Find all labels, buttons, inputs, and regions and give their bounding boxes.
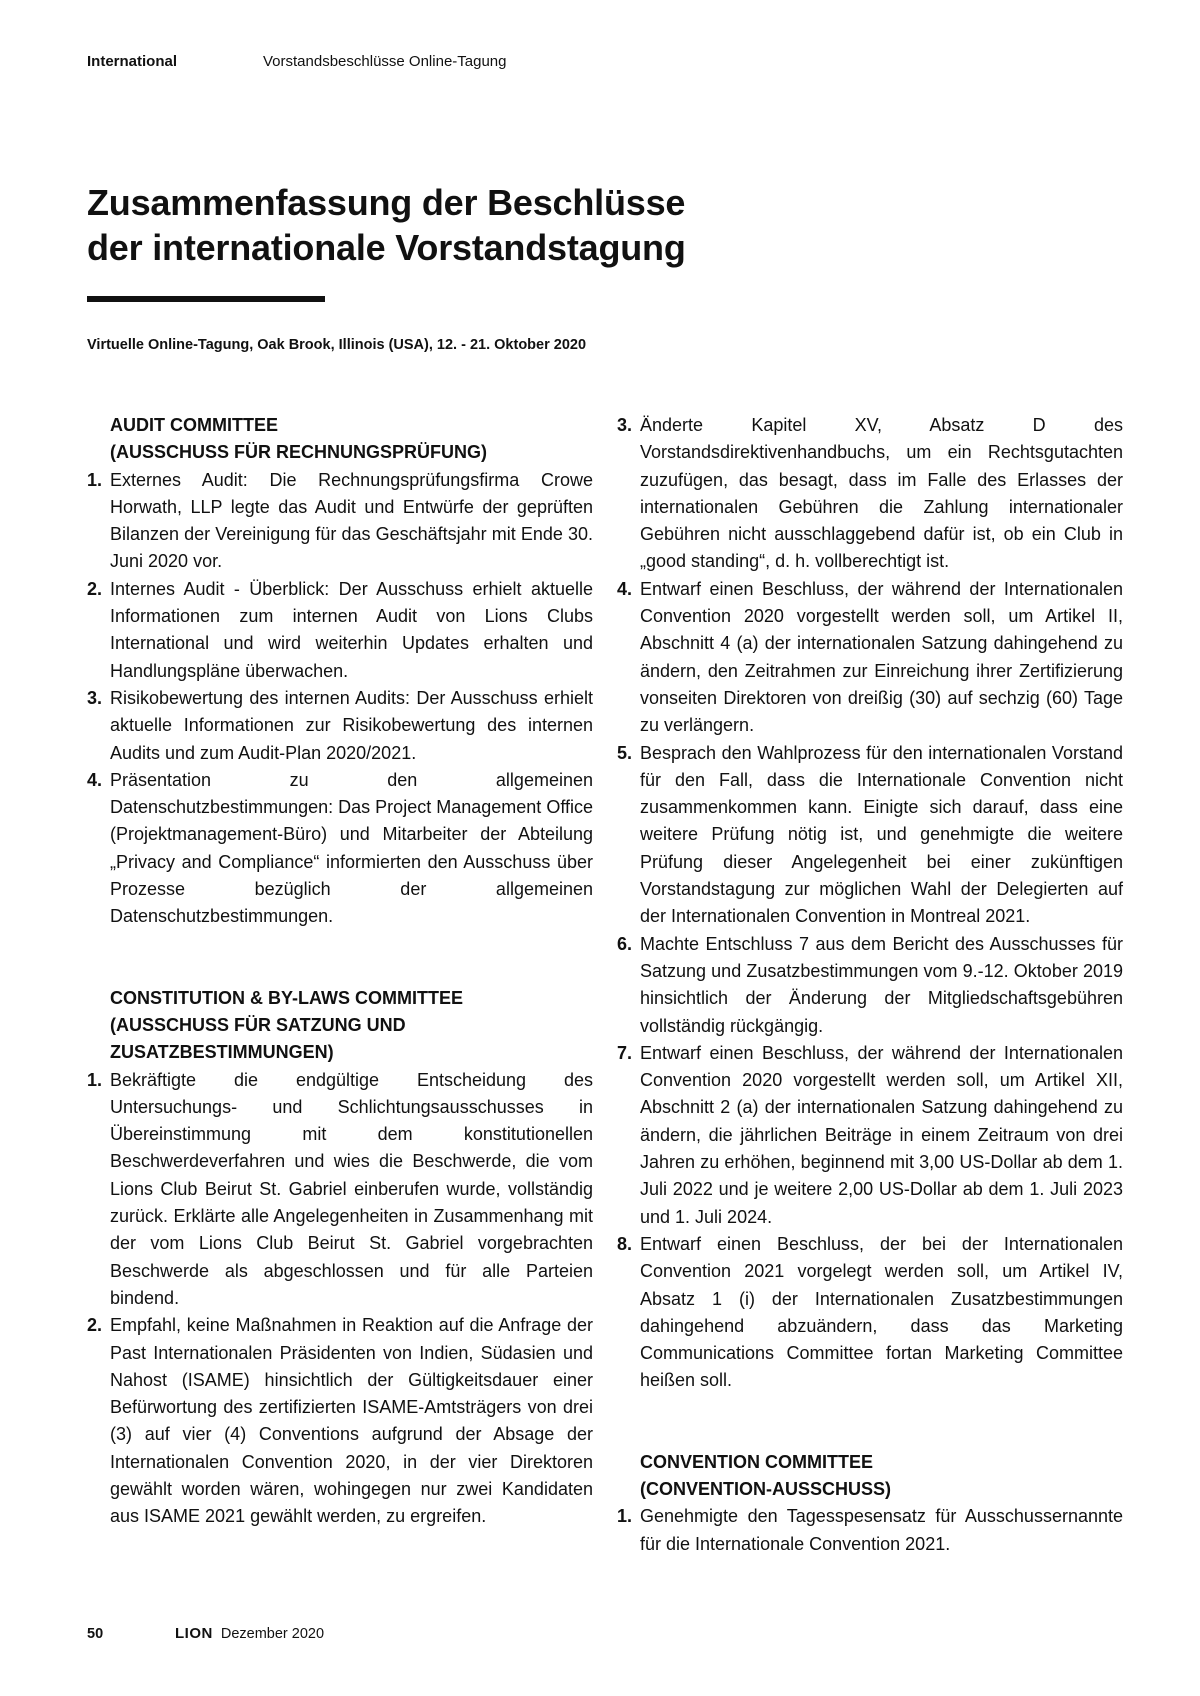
constitution-items-list-part-1 (87, 1067, 593, 1531)
item-text: Besprach den Wahlprozess für den internationalen Vorstand für den Fall, dass die Internationale Convention nicht zusammenkommen kann. Einigte sich darauf, dass eine weitere Prüfung nötig ist, und genehmigte die weitere Prüfung dieser Angelegenheit bei einer zukünftigen Vorstandstagung zur möglichen Wahl der Delegierten auf der Internationalen Convention in Montreal 2021. (640, 742, 1123, 927)
item-number: 3. (87, 687, 103, 708)
list-item (87, 576, 593, 685)
list-item (87, 685, 593, 767)
list-item (87, 1312, 593, 1530)
header-section: International (87, 53, 178, 70)
item-number: 4. (87, 769, 103, 790)
item-text: Genehmigte den Tagesspesensatz für Ausschussernannte für die Internationale Convention 2021. (640, 1506, 1123, 1554)
item-text: Externes Audit: Die Rechnungsprüfungsfirma Crowe Horwath, LLP legte das Audit und Entwürfe der geprüften Bilanzen der Vereinigung für das Geschäftsjahr mit Ende 30. Juni 2020 vor. (110, 469, 593, 572)
item-number: 2. (87, 1315, 103, 1336)
item-text: Bekräftigte die endgültige Entscheidung des Untersuchungs- und Schlichtungsausschusses in Übereinstimmung mit dem konstitutionellen Beschwerdeverfahren und wies die Beschwerde, die vom Lions Club Beirut St. Gabriel einberufen wurde, vollständig zurück. Erklärte alle Angelegenheiten in Zusammenhang mit der vom Lions Club Beirut St. Gabriel vorgebrachten Beschwerde als abgeschlossen und für alle Parteien bindend. (110, 1069, 593, 1308)
item-text: Änderte Kapitel XV, Absatz D des Vorstandsdirektivenhandbuchs, um ein Rechtsgutachten zuzufügen, das besagt, dass im Falle des Erlasses der internationalen Gebühren die Zahlung internationaler Gebühren nicht ausschlaggebend dafür ist, ob ein Club in „good standing“, d. h. vollberechtigt ist. (640, 415, 1123, 572)
item-text: Machte Entschluss 7 aus dem Bericht des Ausschusses für Satzung und Zusatzbestimmungen vom 9.-12. Oktober 2019 hinsichtlich der Änderung der Mitgliedschaftsgebühren vollständig rückgängig. (640, 933, 1123, 1036)
audit-heading-line-2: (AUSSCHUSS FÜR RECHNUNGSPRÜFUNG) (110, 442, 488, 463)
column-right (617, 412, 1123, 1558)
item-number: 1. (87, 1069, 103, 1090)
item-number: 8. (617, 1233, 633, 1254)
page-footer (87, 1625, 324, 1642)
constitution-heading-line-3: ZUSATZBESTIMMUNGEN) (110, 1042, 334, 1063)
item-number: 5. (617, 742, 633, 763)
title-rule (87, 296, 325, 302)
header-topic: Vorstandsbeschlüsse Online-Tagung (263, 53, 507, 70)
constitution-heading-line-2: (AUSSCHUSS FÜR SATZUNG UND (110, 1014, 406, 1035)
audit-committee-heading (110, 412, 593, 467)
page-number: 50 (87, 1626, 104, 1642)
section-spacer (617, 1395, 1123, 1449)
section-spacer (87, 931, 593, 985)
item-text: Entwarf einen Beschluss, der während der Internationalen Convention 2020 vorgestellt werden soll, um Artikel II, Abschnitt 4 (a) der internationalen Satzung dahingehend zu ändern, den Zeitrahmen zur Einreichung ihrer Zertifizierung vonseiten Direktoren von dreißig (30) auf sechzig (60) Tage zu verlängern. (640, 578, 1123, 736)
convention-heading-line-2: (CONVENTION-AUSSCHUSS) (640, 1478, 892, 1499)
list-item (617, 412, 1123, 576)
convention-heading-line-1: CONVENTION COMMITTEE (640, 1451, 873, 1472)
issue-date: Dezember 2020 (220, 1626, 325, 1642)
item-text: Empfahl, keine Maßnahmen in Reaktion auf die Anfrage der Past Internationalen Präsidenten von Indien, Südasien und Nahost (ISAME) hinsichtlich der Gültigkeitsdauer einer Befürwortung des zertifizierten ISAME-Amtsträgers von drei (3) auf vier (4) Conventions aufgrund der Absage der Internationalen Convention 2020, in der vier Direktoren gewählt worden wären, wohingegen nur zwei Kandidaten aus ISAME 2021 gewählt werden, zu ergreifen. (110, 1315, 593, 1527)
convention-committee-section (617, 1449, 1123, 1558)
constitution-heading-line-1: CONSTITUTION & BY-LAWS COMMITTEE (110, 987, 463, 1008)
page-title (87, 180, 1087, 270)
item-number: 6. (617, 933, 633, 954)
item-number: 4. (617, 578, 633, 599)
item-text: Entwarf einen Beschluss, der während der Internationalen Convention 2020 vorgestellt werden soll, um Artikel XII, Abschnitt 2 (a) der internationalen Satzung dahingehend zu ändern, die jährlichen Beiträge in einem Zeitraum von drei Jahren zu erhöhen, beginnend mit 3,00 US-Dollar ab dem 1. Juli 2022 und je weitere 2,00 US-Dollar ab dem 1. Juli 2023 und 1. Juli 2024. (640, 1042, 1123, 1227)
list-item (87, 1067, 593, 1313)
list-item (617, 740, 1123, 931)
list-item (617, 1503, 1123, 1558)
item-number: 3. (617, 415, 633, 435)
item-number: 1. (87, 469, 103, 490)
list-item (617, 931, 1123, 1040)
running-header (87, 53, 507, 70)
item-text: Internes Audit - Überblick: Der Ausschuss erhielt aktuelle Informationen zum internen Audit von Lions Clubs International und wird weiterhin Updates erhalten und Handlungspläne überwachen. (110, 578, 593, 681)
audit-items-list (87, 467, 593, 931)
item-number: 7. (617, 1042, 633, 1063)
convention-committee-heading (640, 1449, 1123, 1504)
audit-committee-section (87, 412, 593, 931)
item-number: 2. (87, 578, 103, 599)
list-item (617, 576, 1123, 740)
item-text: Risikobewertung des internen Audits: Der Ausschuss erhielt aktuelle Informationen zur Risikobewertung des internen Audits und zum Audit-Plan 2020/2021. (110, 687, 593, 763)
constitution-items-list-part-2 (617, 412, 1123, 1395)
constitution-committee-heading (110, 985, 593, 1067)
column-left (87, 412, 593, 1531)
meeting-subtitle: Virtuelle Online-Tagung, Oak Brook, Illinois (USA), 12. - 21. Oktober 2020 (87, 337, 587, 353)
item-text: Entwarf einen Beschluss, der bei der Internationalen Convention 2021 vorgelegt werden soll, um Artikel IV, Absatz 1 (i) der Internationalen Zusatzbestimmungen dahingehend abzuändern, dass das Marketing Communications Committee fortan Marketing Committee heißen soll. (640, 1233, 1123, 1391)
item-number: 1. (617, 1506, 633, 1527)
list-item (617, 1231, 1123, 1395)
title-line-2: der internationale Vorstandstagung (87, 227, 686, 268)
magazine-brand: LION (175, 1625, 213, 1642)
list-item (87, 467, 593, 576)
item-text: Präsentation zu den allgemeinen Datenschutzbestimmungen: Das Project Management Office (Projektmanagement-Büro) und Mitarbeiter der Abteilung „Privacy and Compliance“ informierten den Ausschuss über Prozesse bezüglich der allgemeinen Datenschutzbestimmungen. (110, 769, 593, 927)
audit-heading-line-1: AUDIT COMMITTEE (110, 415, 278, 435)
convention-items-list (617, 1503, 1123, 1558)
constitution-committee-section (87, 985, 593, 1531)
list-item (87, 767, 593, 931)
title-line-1: Zusammenfassung der Beschlüsse (87, 182, 686, 223)
list-item (617, 1040, 1123, 1231)
